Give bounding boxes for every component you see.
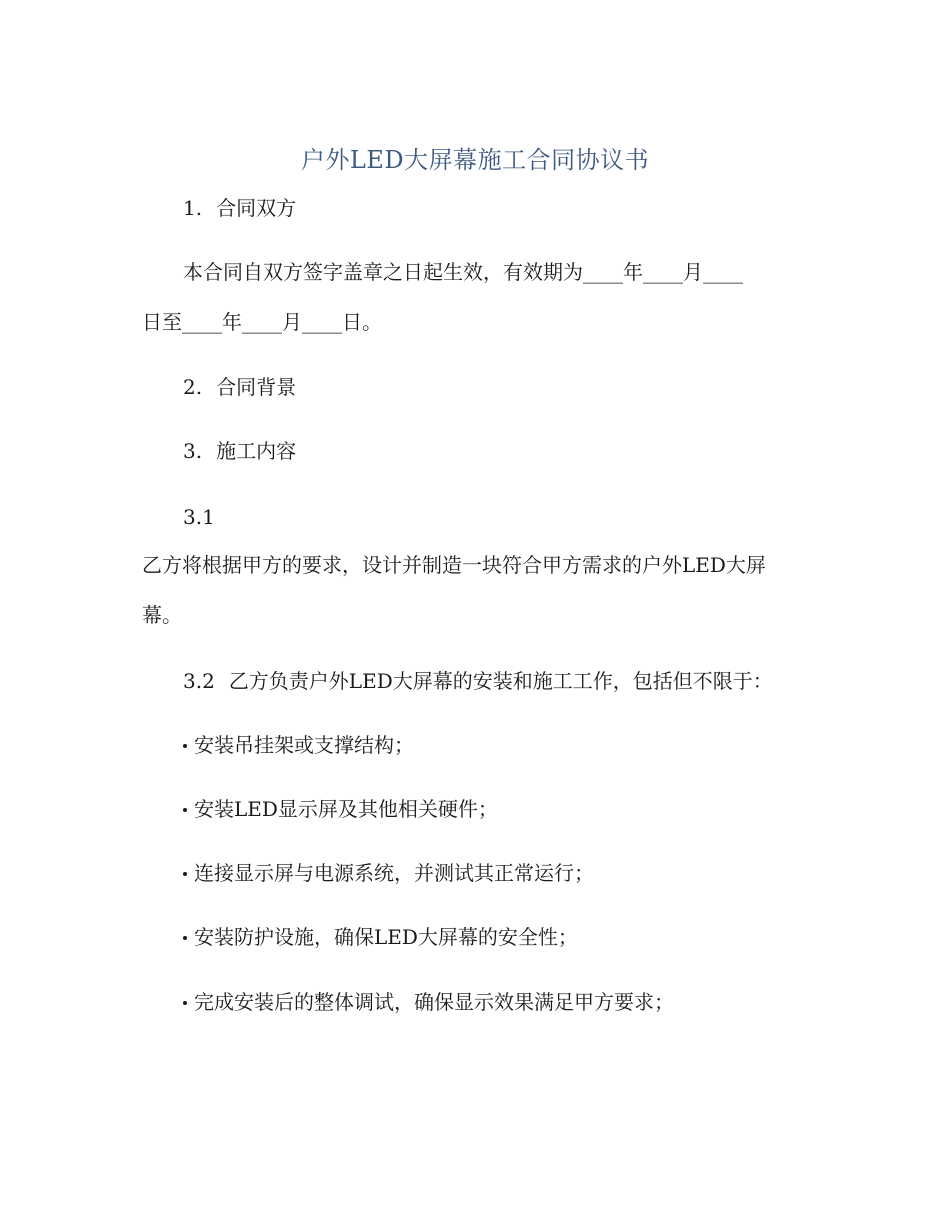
- bullet-icon: [183, 744, 187, 748]
- document-title: 户外LED大屏幕施工合同协议书: [300, 146, 650, 174]
- clause-3-1-line-1: 乙方将根据甲方的要求，设计并制造一块符合甲方需求的户外LED大屏: [142, 553, 766, 577]
- list-item-text: 连接显示屏与电源系统，并测试其正常运行；: [194, 861, 594, 885]
- validity-line-2: 日至____年____月____日。: [142, 310, 382, 334]
- list-item: [183, 988, 853, 1016]
- bullet-icon: [183, 808, 187, 812]
- clause-3-2-text: 乙方负责户外LED大屏幕的安装和施工工作，包括但不限于：: [228, 669, 773, 693]
- section-2-number: 2.: [183, 375, 203, 399]
- section-1-title: 合同双方: [216, 196, 297, 220]
- bullet-icon: [183, 1001, 187, 1005]
- section-3-heading: [183, 437, 853, 465]
- section-1-heading: [183, 194, 853, 222]
- clause-3-2: [183, 667, 853, 695]
- bullet-icon: [183, 936, 187, 940]
- list-item: [183, 859, 853, 887]
- validity-line-1: 本合同自双方签字盖章之日起生效，有效期为____年____月____: [183, 260, 743, 284]
- list-item: [183, 795, 853, 823]
- section-2-heading: [183, 373, 853, 401]
- section-3-number: 3.: [183, 439, 203, 463]
- section-3-title: 施工内容: [216, 439, 297, 463]
- list-item: [183, 923, 853, 951]
- clause-3-1-line-2: 幕。: [142, 603, 182, 627]
- clause-3-1-number: 3.1: [183, 505, 215, 529]
- list-item-text: 安装吊挂架或支撑结构；: [194, 733, 414, 757]
- bullet-icon: [183, 872, 187, 876]
- list-item: [183, 731, 853, 759]
- section-1-number: 1.: [183, 196, 203, 220]
- list-item-text: 安装防护设施，确保LED大屏幕的安全性；: [194, 925, 578, 949]
- list-item-text: 安装LED显示屏及其他相关硬件；: [194, 797, 498, 821]
- clause-3-2-number: 3.2: [183, 669, 215, 693]
- section-2-title: 合同背景: [216, 375, 297, 399]
- list-item-text: 完成安装后的整体调试，确保显示效果满足甲方要求；: [194, 990, 674, 1014]
